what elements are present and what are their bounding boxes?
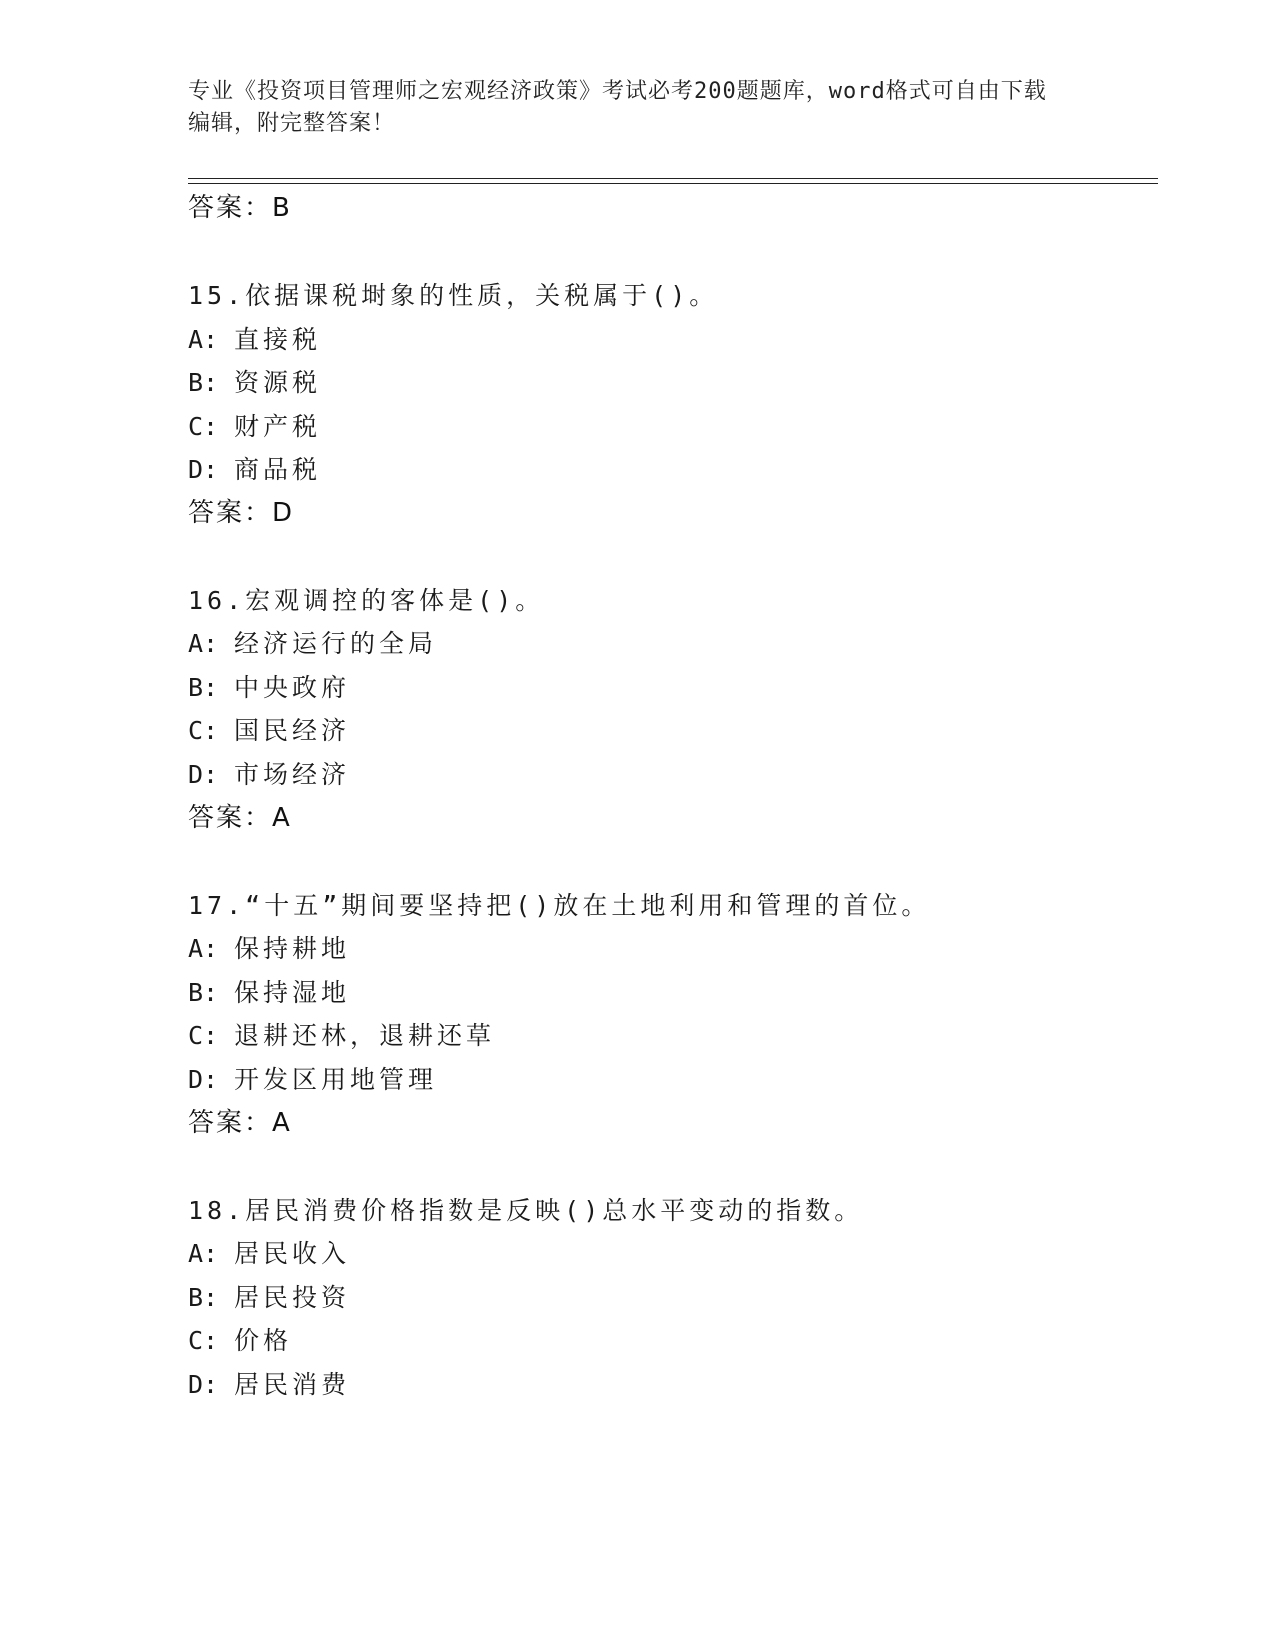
option-text: 居民收入 [234, 1239, 351, 1268]
option-label: B: [188, 1283, 219, 1312]
option-label: A: [188, 934, 219, 963]
option-label: C: [188, 1326, 219, 1355]
option-text: 资源税 [234, 368, 322, 397]
header-divider-top [188, 178, 1158, 179]
option-label: A: [188, 1239, 219, 1268]
option-text: 居民消费 [234, 1370, 351, 1399]
answer-line: 答案：A [188, 803, 292, 833]
option-text: 退耕还林，退耕还草 [234, 1021, 496, 1050]
option-line [188, 757, 350, 793]
option-text: 保持耕地 [234, 934, 351, 963]
option-text: 国民经济 [234, 716, 351, 745]
option-line [188, 931, 350, 967]
option-line [188, 365, 321, 401]
option-line [188, 1323, 292, 1359]
option-label: C: [188, 716, 219, 745]
option-text: 商品税 [234, 455, 322, 484]
option-text: 市场经济 [234, 760, 351, 789]
answer-line: 答案：B [188, 193, 292, 223]
option-label: C: [188, 412, 219, 441]
option-line [188, 1367, 350, 1403]
option-label: D: [188, 1370, 219, 1399]
option-label: A: [188, 629, 219, 658]
option-line [188, 1280, 350, 1316]
option-text: 价格 [234, 1326, 293, 1355]
option-line [188, 713, 350, 749]
option-text: 居民投资 [234, 1283, 351, 1312]
question-stem: 16.宏观调控的客体是()。 [188, 586, 545, 615]
question-stem: 17.“十五”期间要坚持把()放在土地利用和管理的首位。 [188, 891, 931, 920]
option-line [188, 975, 350, 1011]
option-text: 经济运行的全局 [234, 629, 438, 658]
header-divider-bottom [188, 183, 1158, 184]
question-stem: 15.依据课税埘象的性质，关税属于()。 [188, 281, 719, 310]
answer-line: 答案：D [188, 498, 295, 528]
option-line [188, 409, 321, 445]
option-text: 开发区用地管理 [234, 1065, 438, 1094]
option-line [188, 452, 321, 488]
option-label: C: [188, 1021, 219, 1050]
option-label: D: [188, 455, 219, 484]
option-label: D: [188, 760, 219, 789]
option-label: B: [188, 673, 219, 702]
option-text: 中央政府 [234, 673, 351, 702]
option-line [188, 626, 437, 662]
option-label: A: [188, 325, 219, 354]
option-line [188, 1236, 350, 1272]
option-line [188, 322, 321, 358]
option-line [188, 1062, 437, 1098]
option-label: D: [188, 1065, 219, 1094]
document-header: 专业《投资项目管理师之宏观经济政策》考试必考200题题库，word格式可自由下载编辑，附完整答案！ [188, 79, 1047, 136]
option-label: B: [188, 978, 219, 1007]
option-text: 直接税 [234, 325, 322, 354]
option-line [188, 1018, 495, 1054]
option-text: 保持湿地 [234, 978, 351, 1007]
answer-line: 答案：A [188, 1108, 292, 1138]
option-label: B: [188, 368, 219, 397]
option-line [188, 670, 350, 706]
question-stem: 18.居民消费价格指数是反映()总水平变动的指数。 [188, 1196, 864, 1225]
option-text: 财产税 [234, 412, 322, 441]
